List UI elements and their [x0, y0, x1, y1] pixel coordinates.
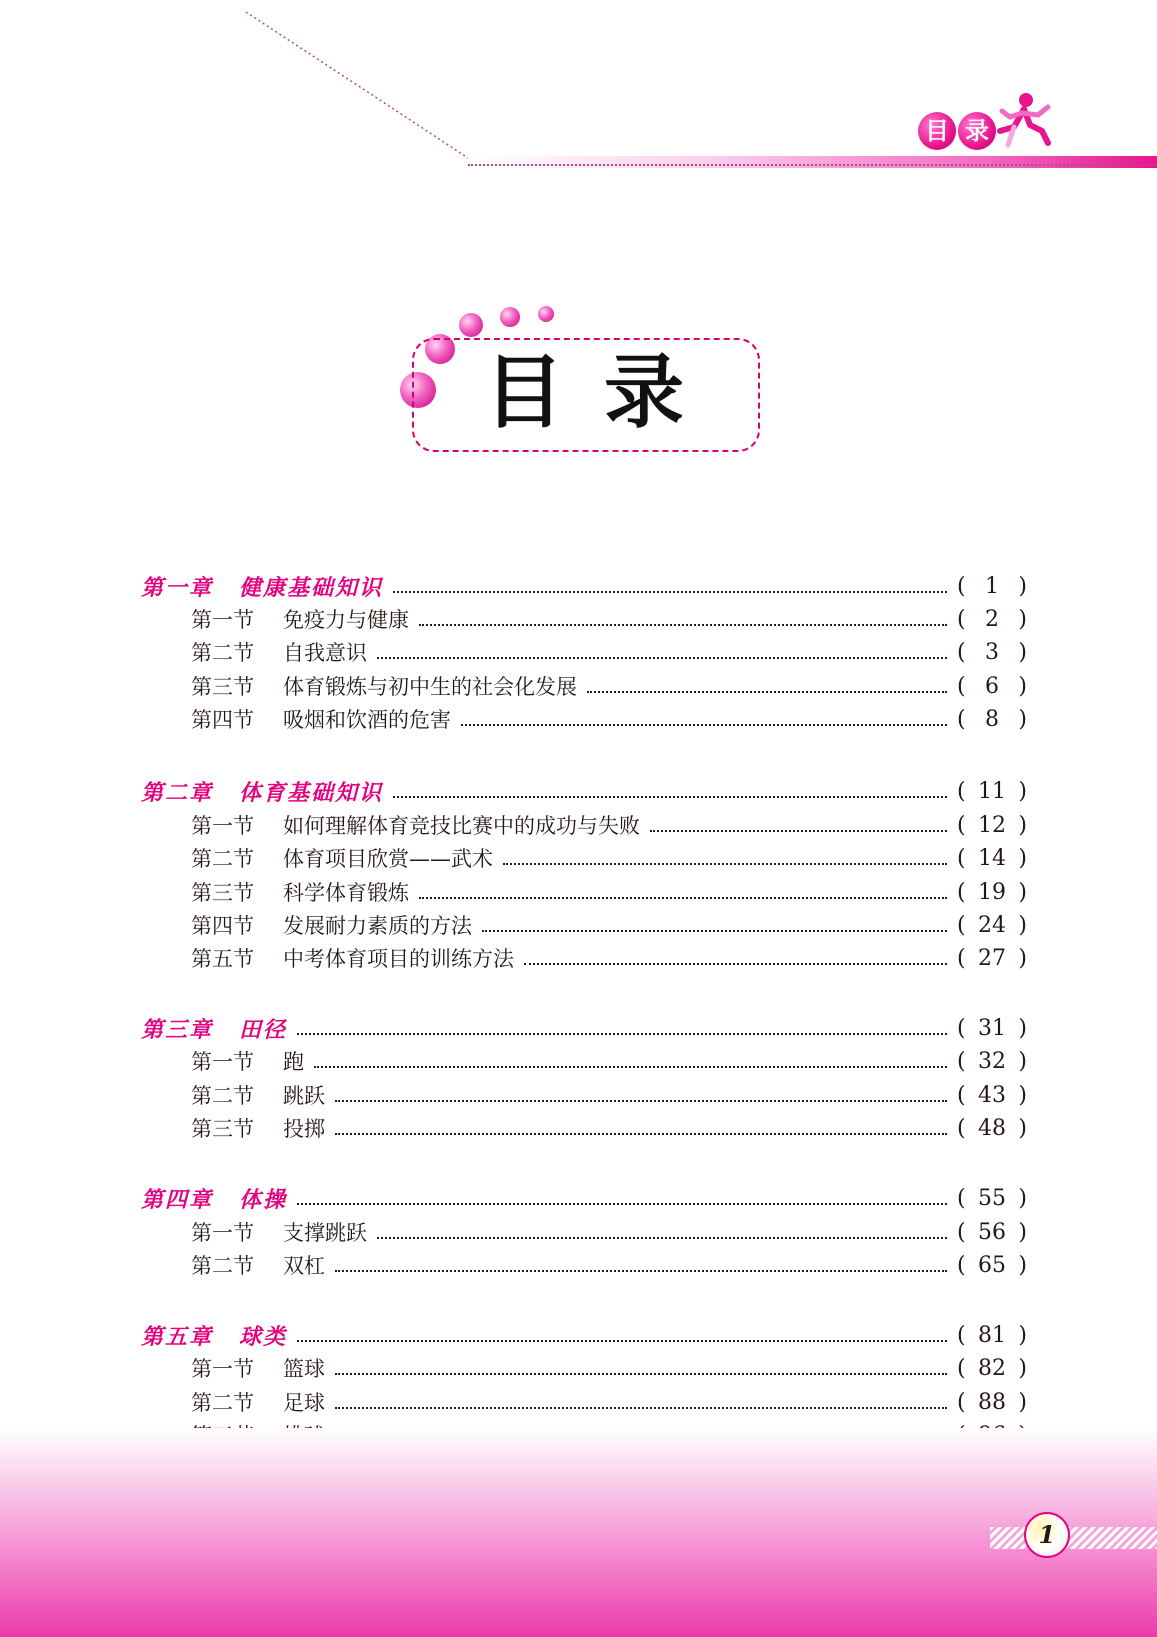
chapter-title: 田径 [239, 1016, 288, 1043]
running-person-icon [994, 91, 1054, 157]
page-number: 55 [978, 1185, 1006, 1211]
dot-leader [377, 657, 947, 659]
section-number: 第一节 [191, 1357, 254, 1381]
page-number: 65 [978, 1252, 1006, 1278]
page-number: 56 [978, 1219, 1006, 1245]
section-number: 第三节 [191, 1117, 254, 1141]
chapter-number: 第一章 [141, 574, 214, 601]
section-title: 自我意识 [283, 641, 367, 665]
dot-leader [461, 724, 947, 726]
section-number: 第五节 [191, 947, 254, 971]
section-number: 第三节 [191, 675, 254, 699]
chapter-title: 球类 [239, 1323, 288, 1350]
toc-chapter[interactable]: 第一章 健康基础知识 ( 1 ) [141, 571, 1027, 601]
header-badge-char-2: 录 [958, 112, 996, 150]
decor-bubble [500, 307, 520, 327]
section-number: 第二节 [191, 1084, 254, 1108]
dot-leader [335, 1133, 947, 1135]
dot-leader [297, 1203, 947, 1205]
chapter-number: 第四章 [141, 1186, 214, 1213]
page-number: 24 [978, 912, 1006, 938]
section-number: 第二节 [191, 1391, 254, 1415]
dot-leader [587, 691, 947, 693]
footer-hatch-strip [990, 1527, 1157, 1549]
dot-leader [335, 1373, 947, 1375]
section-title: 双杠 [283, 1254, 325, 1278]
toc-section[interactable]: 第一节 跑 ( 32 ) [191, 1046, 1027, 1076]
toc-section[interactable]: 第三节 体育锻炼与初中生的社会化发展 ( 6 ) [191, 671, 1027, 701]
decor-bubble [459, 313, 483, 337]
dot-leader [503, 863, 947, 865]
toc-section[interactable]: 第五节 中考体育项目的训练方法 ( 27 ) [191, 943, 1027, 973]
toc-chapter[interactable]: 第三章 田径 ( 31 ) [141, 1013, 1027, 1043]
section-number: 第一节 [191, 1050, 254, 1074]
page-number: 3 [985, 639, 999, 665]
page-number: 48 [978, 1115, 1006, 1141]
dot-leader [335, 1270, 947, 1272]
chapter-number: 第三章 [141, 1016, 214, 1043]
section-title: 科学体育锻炼 [283, 881, 409, 905]
section-title: 体育项目欣赏——武术 [283, 847, 493, 871]
chapter-title: 健康基础知识 [239, 574, 384, 601]
section-title: 足球 [283, 1391, 325, 1415]
section-title: 篮球 [283, 1357, 325, 1381]
toc-section[interactable]: 第二节 双杠 ( 65 ) [191, 1250, 1027, 1280]
page-number: 2 [985, 606, 999, 632]
decor-bubble [538, 306, 554, 322]
footer-gradient-band [0, 1428, 1157, 1637]
header-dotted-rule [468, 164, 1157, 166]
chapter-title: 体育基础知识 [239, 779, 384, 806]
section-number: 第二节 [191, 641, 254, 665]
section-number: 第一节 [191, 608, 254, 632]
toc-section[interactable]: 第三节 科学体育锻炼 ( 19 ) [191, 877, 1027, 907]
section-title: 发展耐力素质的方法 [283, 914, 472, 938]
page-number: 43 [978, 1082, 1006, 1108]
dot-leader [377, 1237, 947, 1239]
dot-leader [482, 930, 947, 932]
toc-section[interactable]: 第二节 自我意识 ( 3 ) [191, 637, 1027, 667]
dot-leader [314, 1066, 947, 1068]
page-number: 14 [978, 845, 1006, 871]
dot-leader [393, 591, 947, 593]
dot-leader [524, 963, 947, 965]
section-number: 第一节 [191, 814, 254, 838]
header-gradient-band [468, 156, 1157, 168]
section-number: 第二节 [191, 847, 254, 871]
page-number: 81 [978, 1322, 1006, 1348]
page-number: 19 [978, 879, 1006, 905]
dot-leader [297, 1340, 947, 1342]
section-title: 吸烟和饮酒的危害 [283, 708, 451, 732]
page-number: 82 [978, 1355, 1006, 1381]
dot-leader [419, 624, 947, 626]
page-number: 8 [985, 706, 999, 732]
header-badge-char-1: 目 [918, 112, 956, 150]
section-title: 投掷 [283, 1117, 325, 1141]
toc-section[interactable]: 第四节 吸烟和饮酒的危害 ( 8 ) [191, 704, 1027, 734]
dot-leader [335, 1100, 947, 1102]
page-number: 12 [978, 812, 1006, 838]
page-number: 6 [985, 673, 999, 699]
toc-chapter[interactable]: 第五章 球类 ( 81 ) [141, 1320, 1027, 1350]
section-title: 支撑跳跃 [283, 1221, 367, 1245]
toc-section[interactable]: 第三节 投掷 ( 48 ) [191, 1113, 1027, 1143]
dot-leader [393, 796, 947, 798]
section-title: 跑 [283, 1050, 304, 1074]
chapter-number: 第二章 [141, 779, 214, 806]
page-number: 32 [978, 1048, 1006, 1074]
section-number: 第四节 [191, 708, 254, 732]
page-number: 31 [978, 1015, 1006, 1041]
section-title: 中考体育项目的训练方法 [283, 947, 514, 971]
toc-section[interactable]: 第二节 足球 ( 88 ) [191, 1387, 1027, 1417]
toc-section[interactable]: 第一节 免疫力与健康 ( 2 ) [191, 604, 1027, 634]
section-title: 跳跃 [283, 1084, 325, 1108]
page-number: 27 [978, 945, 1006, 971]
section-number: 第三节 [191, 881, 254, 905]
section-number: 第二节 [191, 1254, 254, 1278]
toc-section[interactable]: 第一节 篮球 ( 82 ) [191, 1353, 1027, 1383]
toc-section[interactable]: 第四节 发展耐力素质的方法 ( 24 ) [191, 910, 1027, 940]
section-number: 第四节 [191, 914, 254, 938]
toc-section[interactable]: 第二节 跳跃 ( 43 ) [191, 1080, 1027, 1110]
page-number: 1 [985, 573, 999, 599]
section-number: 第一节 [191, 1221, 254, 1245]
page-title: 目录 [484, 346, 724, 439]
dot-leader [650, 830, 947, 832]
toc-chapter[interactable]: 第二章 体育基础知识 ( 11 ) [141, 776, 1027, 806]
chapter-title: 体操 [239, 1186, 288, 1213]
page-number: 88 [978, 1389, 1006, 1415]
dot-leader [419, 897, 947, 899]
section-title: 体育锻炼与初中生的社会化发展 [283, 675, 577, 699]
page-number: 11 [978, 778, 1006, 804]
section-title: 免疫力与健康 [283, 608, 409, 632]
section-title: 如何理解体育竞技比赛中的成功与失败 [283, 814, 640, 838]
toc-section[interactable]: 第一节 支撑跳跃 ( 56 ) [191, 1217, 1027, 1247]
toc-section[interactable]: 第一节 如何理解体育竞技比赛中的成功与失败 ( 12 ) [191, 810, 1027, 840]
toc-section[interactable]: 第二节 体育项目欣赏——武术 ( 14 ) [191, 843, 1027, 873]
page-number-badge: 1 [1024, 1512, 1070, 1558]
chapter-number: 第五章 [141, 1323, 214, 1350]
dot-leader [297, 1033, 947, 1035]
dot-leader [335, 1407, 947, 1409]
toc-chapter[interactable]: 第四章 体操 ( 55 ) [141, 1183, 1027, 1213]
